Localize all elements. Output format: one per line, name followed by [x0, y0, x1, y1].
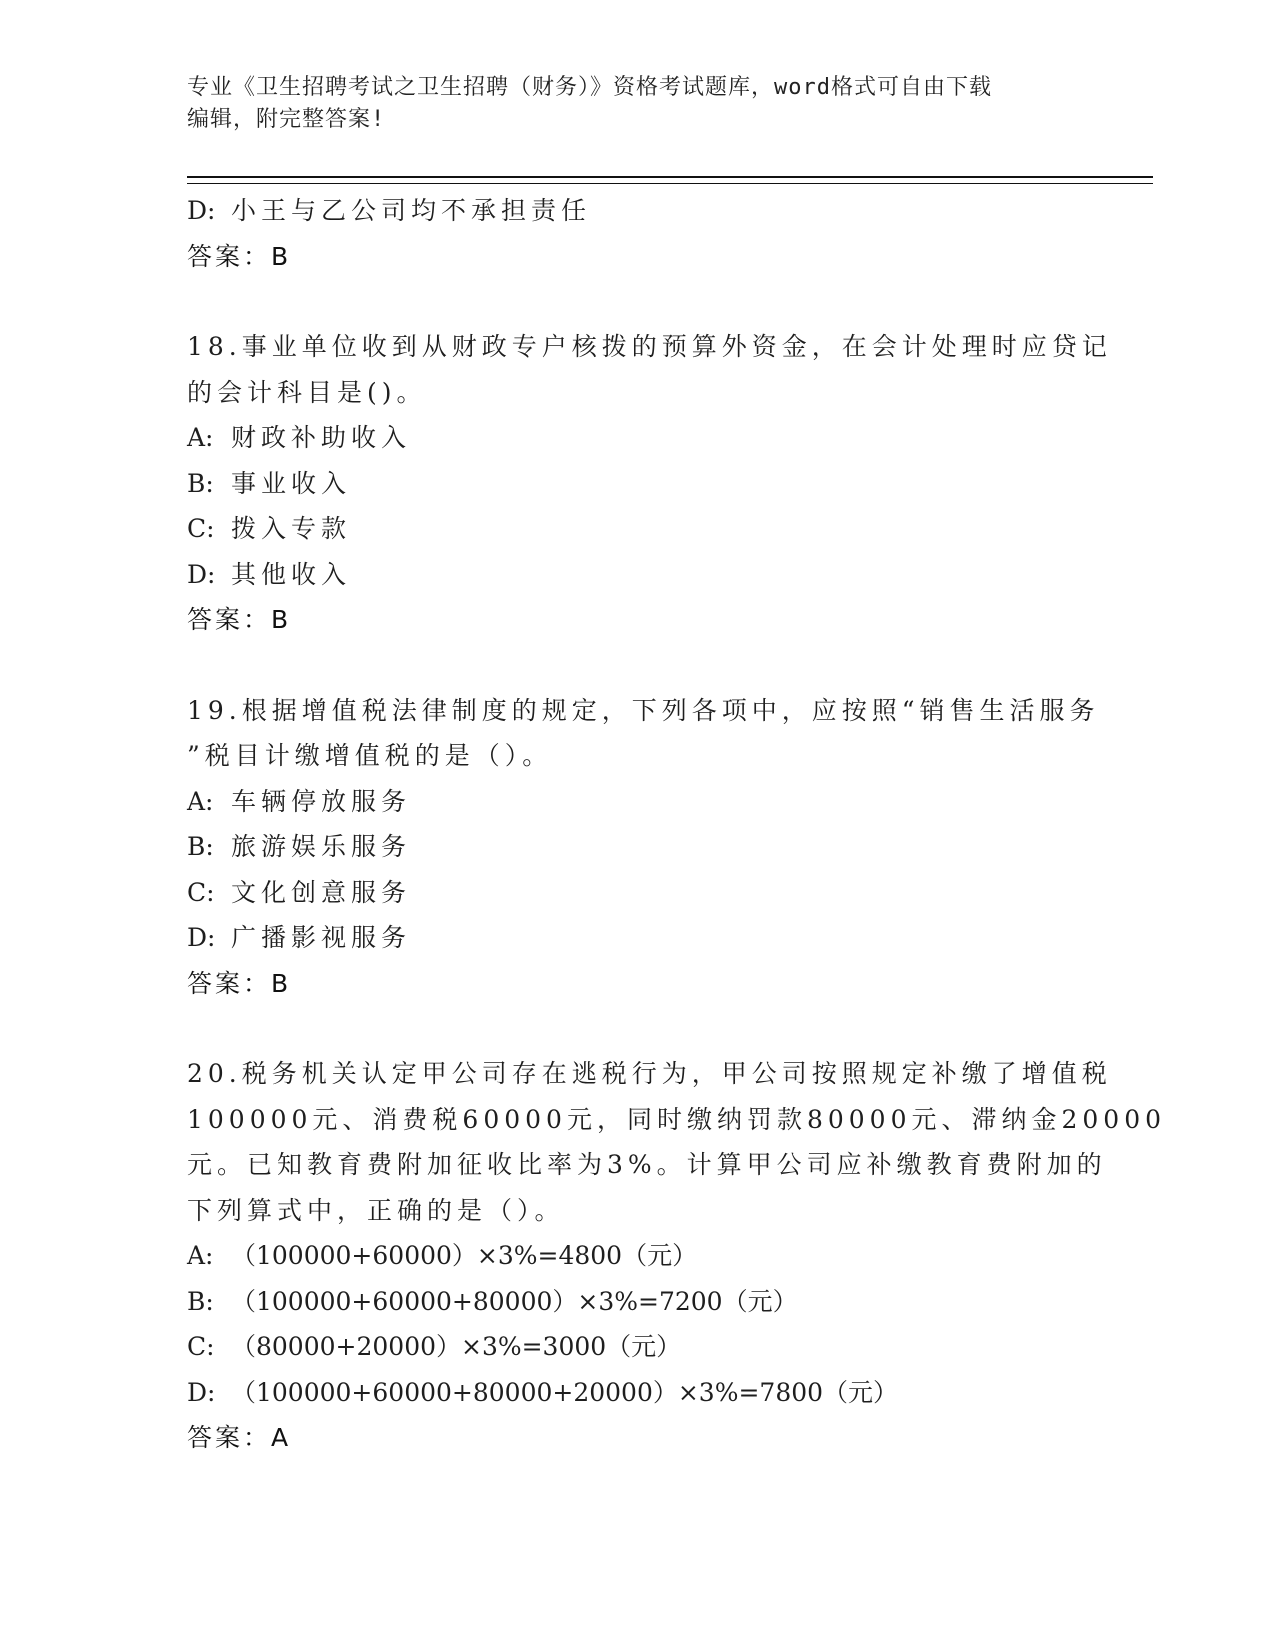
- question-20: [187, 1051, 1167, 1461]
- prev-option-d: [187, 188, 1087, 234]
- header-line-2: 编辑，附完整答案!: [187, 107, 386, 132]
- option-text: （100000+60000+80000+20000）×3%=7800（元）: [231, 1377, 899, 1407]
- q20-option-b: [187, 1279, 1087, 1325]
- option-label: A:: [187, 1241, 214, 1270]
- option-label: D:: [187, 923, 216, 952]
- option-text: （100000+60000）×3%=4800（元）: [231, 1241, 698, 1270]
- option-text: （80000+20000）×3%=3000（元）: [231, 1332, 682, 1361]
- option-label: C:: [187, 1332, 215, 1361]
- option-label: A:: [187, 786, 214, 816]
- option-label: B:: [187, 1286, 214, 1316]
- question-content: [187, 188, 1167, 1461]
- document-header: [187, 72, 1067, 136]
- q19-answer: 答案：B: [187, 968, 292, 998]
- q19-option-d: [187, 915, 1087, 961]
- prev-answer: 答案：B: [187, 241, 292, 271]
- option-label: C:: [187, 514, 215, 543]
- option-text: 广播影视服务: [231, 923, 412, 952]
- option-text: 拨入专款: [231, 514, 352, 543]
- option-label: B:: [187, 468, 214, 498]
- q20-stem-line-3: 元。已知教育费附加征收比率为3%。计算甲公司应补缴教育费附加的: [187, 1150, 1107, 1179]
- q19-option-a: [187, 779, 1087, 825]
- option-text: 财政补助收入: [231, 423, 412, 452]
- q18-option-a: [187, 415, 1087, 461]
- q18-stem-line-1: 18.事业单位收到从财政专户核拨的预算外资金，在会计处理时应贷记: [187, 332, 1112, 361]
- header-rule-thin: [187, 183, 1153, 184]
- q19-stem-line-1: 19.根据增值税法律制度的规定，下列各项中，应按照“销售生活服务: [187, 695, 1100, 725]
- question-18: [187, 324, 1112, 643]
- q20-option-a: [187, 1233, 1087, 1279]
- q18-answer: 答案：B: [187, 605, 292, 634]
- question-19: [187, 688, 1100, 1007]
- option-label: D:: [187, 196, 216, 225]
- option-text: 文化创意服务: [231, 877, 412, 907]
- spacer: [187, 1006, 1087, 1051]
- q20-option-d: [187, 1370, 1087, 1416]
- spacer: [187, 279, 1087, 324]
- spacer: [187, 643, 1087, 688]
- option-text: 车辆停放服务: [231, 786, 412, 816]
- q19-option-c: [187, 870, 1087, 916]
- option-text: 旅游娱乐服务: [231, 832, 412, 861]
- q20-stem-line-1: 20.税务机关认定甲公司存在逃税行为，甲公司按照规定补缴了增值税: [187, 1059, 1112, 1088]
- option-label: D:: [187, 559, 216, 589]
- q18-option-c: [187, 506, 1087, 552]
- option-text: 其他收入: [231, 559, 352, 589]
- q20-answer: 答案：A: [187, 1423, 292, 1452]
- option-label: A:: [187, 423, 214, 452]
- q19-option-b: [187, 824, 1087, 870]
- option-text: （100000+60000+80000）×3%=7200（元）: [231, 1286, 798, 1316]
- option-text: 小王与乙公司均不承担责任: [231, 196, 592, 225]
- option-label: D:: [187, 1377, 216, 1407]
- q18-option-b: [187, 461, 1087, 507]
- header-rule-thick: [187, 176, 1153, 178]
- q19-stem-line-2: ”税目计缴增值税的是（）。: [187, 741, 553, 770]
- q20-stem-line-4: 下列算式中，正确的是（）。: [187, 1195, 565, 1225]
- q18-stem-line-2: 的会计科目是()。: [187, 377, 427, 407]
- option-label: B:: [187, 832, 214, 861]
- option-text: 事业收入: [231, 468, 352, 498]
- q18-option-d: [187, 552, 1087, 598]
- q20-option-c: [187, 1324, 1087, 1370]
- header-line-1: 专业《卫生招聘考试之卫生招聘（财务）》资格考试题库，word格式可自由下载: [187, 75, 992, 100]
- q20-stem-line-2: 100000元、消费税60000元，同时缴纳罚款80000元、滞纳金20000: [187, 1104, 1167, 1134]
- option-label: C:: [187, 877, 215, 907]
